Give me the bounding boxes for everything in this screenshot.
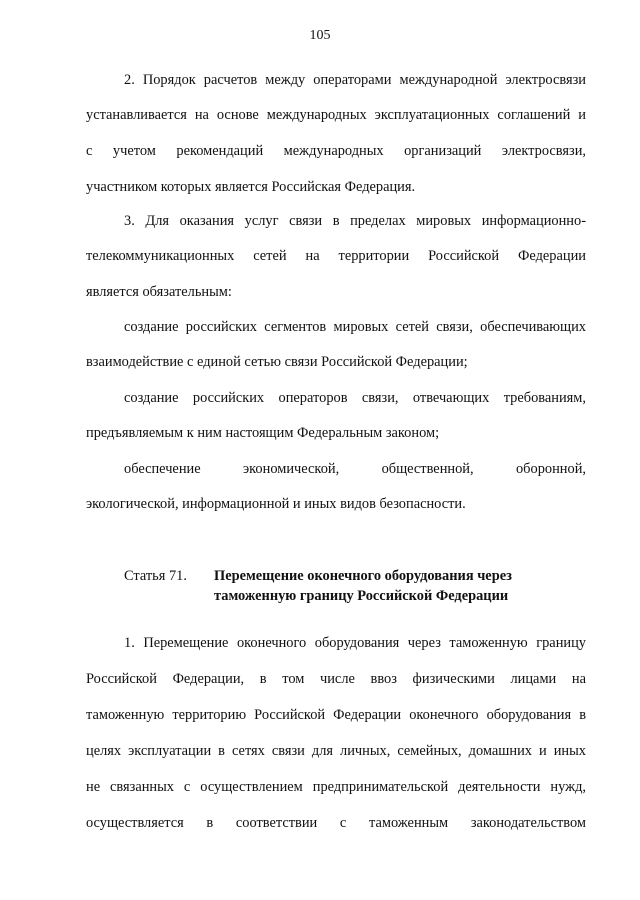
paragraph-line: взаимодействие с единой сетью связи Российской Федерации; (86, 354, 468, 370)
paragraph-line: не связанных с осуществлением предпринимательской деятельности нужд, (86, 779, 586, 795)
paragraph-line: с учетом рекомендаций международных организаций электросвязи, (86, 143, 586, 159)
paragraph-line: устанавливается на основе международных эксплуатационных соглашений и (86, 107, 586, 123)
paragraph-line: осуществляется в соответствии с таможенным законодательством (86, 815, 586, 831)
paragraph-line: 1. Перемещение оконечного оборудования через таможенную границу (124, 635, 586, 651)
article-label: Статья 71. (124, 568, 187, 584)
paragraph-line: целях эксплуатации в сетях связи для личных, семейных, домашних и иных (86, 743, 586, 759)
paragraph-line: экологической, информационной и иных видов безопасности. (86, 496, 466, 512)
page-number: 105 (309, 28, 331, 43)
paragraph-line: телекоммуникационных сетей на территории Российской Федерации (86, 248, 586, 264)
article-title-line: таможенную границу Российской Федерации (214, 588, 509, 604)
paragraph-line: участником которых является Российская Федерация. (86, 179, 416, 195)
paragraph-line: создание российских сегментов мировых сетей связи, обеспечивающих (124, 319, 586, 335)
paragraph-line: Российской Федерации, в том числе ввоз физическими лицами на (86, 671, 586, 687)
paragraph-line: таможенную территорию Российской Федерации оконечного оборудования в (86, 707, 586, 723)
paragraph-line: 3. Для оказания услуг связи в пределах мировых информационно- (124, 213, 586, 229)
article-title-line: Перемещение оконечного оборудования через (214, 568, 512, 584)
article-title (214, 566, 554, 606)
paragraph-line: обеспечение экономической, общественной, оборонной, (124, 461, 586, 477)
paragraph-line: является обязательным: (86, 284, 232, 300)
paragraph-line: 2. Порядок расчетов между операторами международной электросвязи (124, 72, 586, 88)
paragraph-line: создание российских операторов связи, отвечающих требованиям, (124, 390, 586, 406)
paragraph-line: предъявляемым к ним настоящим Федеральным законом; (86, 425, 440, 441)
